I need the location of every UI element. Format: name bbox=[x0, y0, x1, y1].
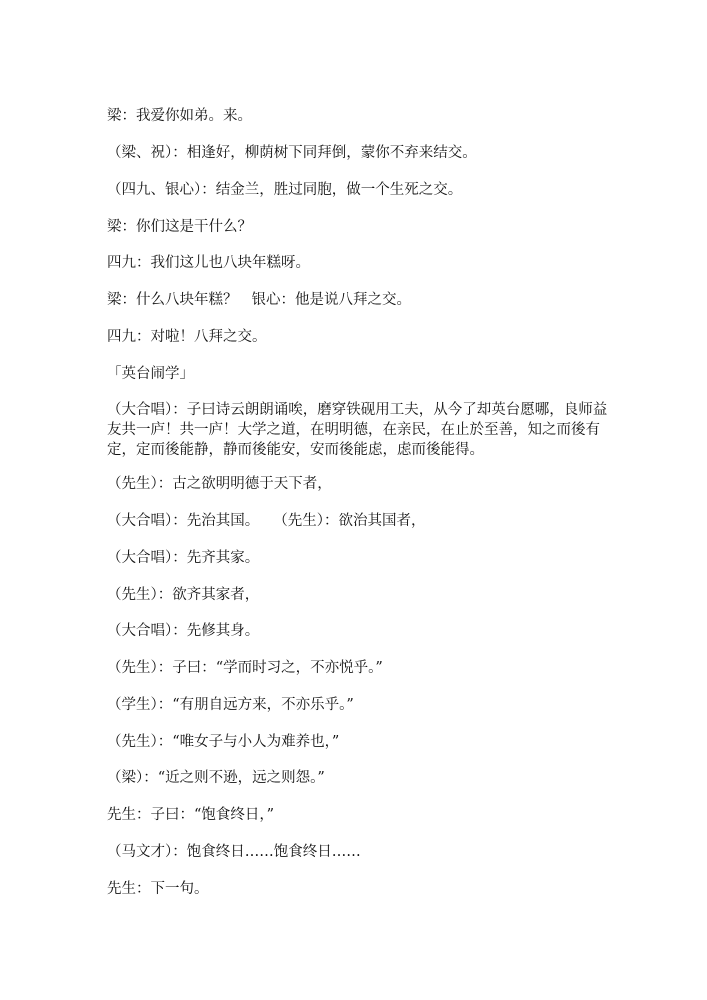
text-line: （先生）：子曰：“学而时习之，不亦悦乎。” bbox=[107, 660, 383, 676]
text-line: 梁：你们这是干什么？ bbox=[107, 219, 252, 235]
text-line: （大合唱）：先齐其家。 bbox=[107, 550, 260, 566]
text-line: （先生）：欲齐其家者， bbox=[107, 587, 260, 603]
text-line: （先生）：“唯女子与小人为难养也，” bbox=[107, 734, 340, 750]
text-line-combined bbox=[107, 511, 627, 531]
text-line: （马文才）：饱食终日……饱食终日…… bbox=[107, 844, 361, 860]
text-line: （先生）：古之欲明明德于天下者， bbox=[107, 476, 332, 492]
text-line: （梁）：“近之则不逊，远之则怨。” bbox=[107, 770, 325, 786]
chorus-paragraph bbox=[107, 400, 627, 460]
text-segment: 银心：他是说八拜之交。 bbox=[251, 292, 411, 308]
section-heading: 「英台闹学」 bbox=[107, 366, 194, 382]
text-line: 四九：我们这儿也八块年糕呀。 bbox=[107, 255, 310, 271]
text-line: 四九：对啦！八拜之交。 bbox=[107, 329, 267, 345]
text-segment: 梁：什么八块年糕？ bbox=[107, 292, 238, 308]
paragraph-line: 友共一庐！共一庐！大学之道，在明明德，在亲民，在止於至善，知之而後有 bbox=[107, 422, 600, 438]
text-line: （四九、银心）：结金兰，胜过同胞，做一个生死之交。 bbox=[107, 182, 463, 198]
text-line: 先生：子曰：“饱食终日，” bbox=[107, 807, 275, 823]
text-line: 梁：我爱你如弟。来。 bbox=[107, 108, 252, 124]
paragraph-line: （大合唱）：子曰诗云朗朗诵唉，磨穿铁砚用工夫，从今了却英台愿哪，良师益 bbox=[107, 402, 608, 418]
paragraph-line: 定，定而後能静，静而後能安，安而後能虑，虑而後能得。 bbox=[107, 442, 484, 458]
text-line: 先生：下一句。 bbox=[107, 881, 209, 897]
text-line: （梁、祝）：相逢好，柳荫树下同拜倒，蒙你不弃来结交。 bbox=[107, 145, 477, 161]
text-line-combined bbox=[107, 290, 627, 310]
text-segment: （先生）：欲治其国者， bbox=[273, 513, 426, 529]
text-line: （学生）：“有朋自远方来，不亦乐乎。” bbox=[107, 697, 354, 713]
text-line: （大合唱）：先修其身。 bbox=[107, 623, 260, 639]
text-segment: （大合唱）：先治其国。 bbox=[107, 513, 260, 529]
